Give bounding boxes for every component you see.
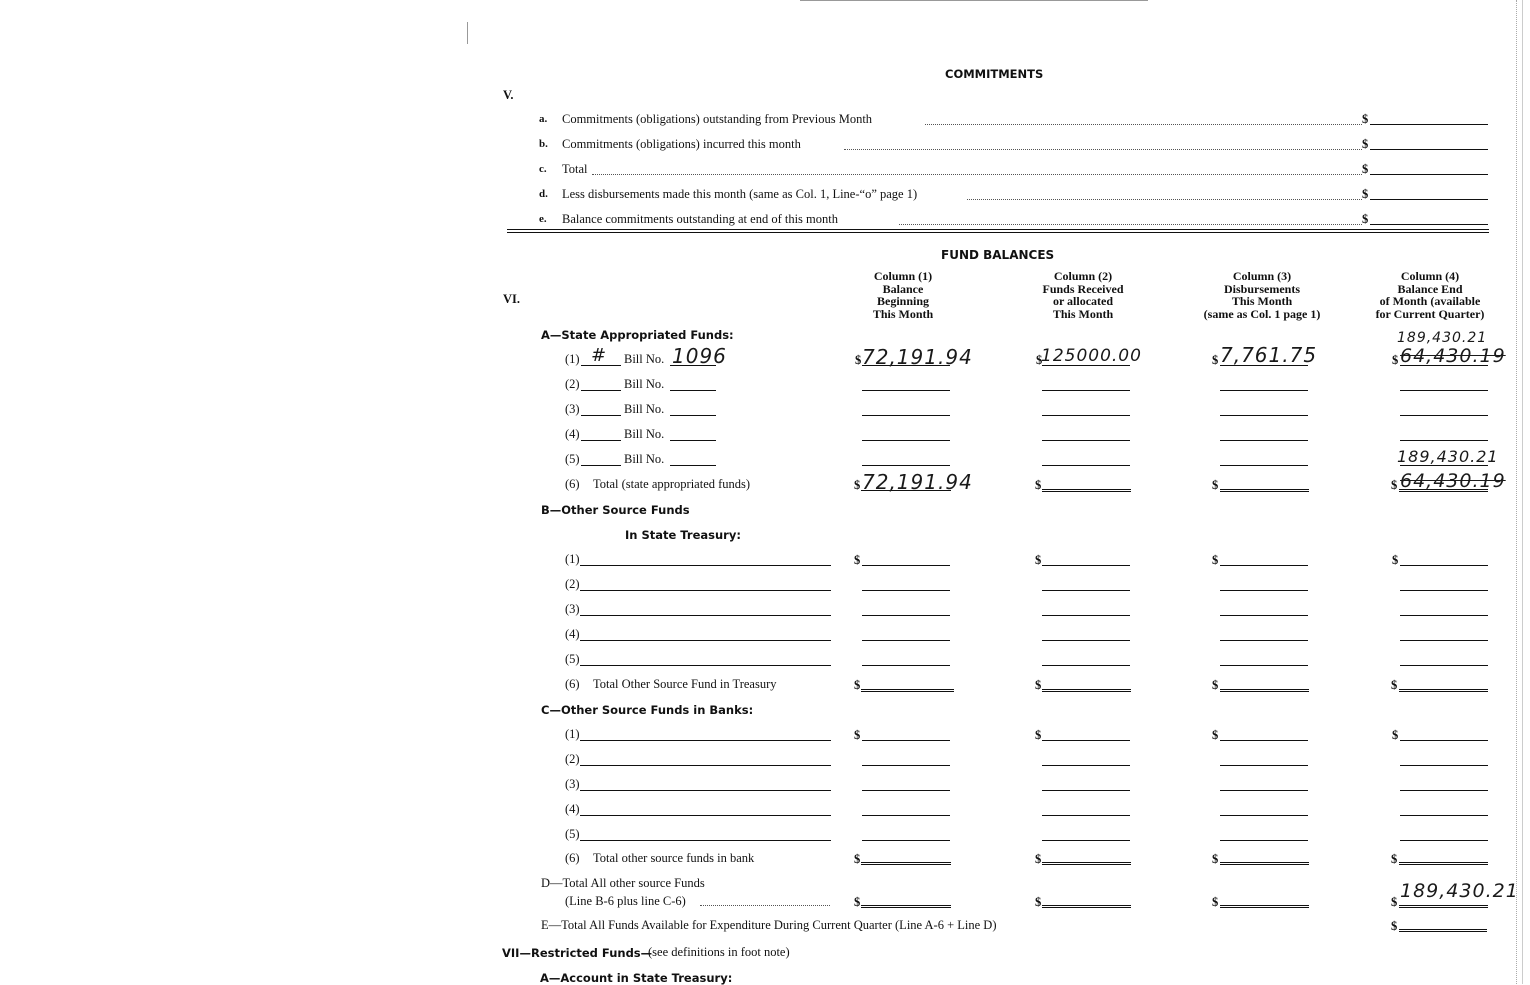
- b1-description-field[interactable]: [580, 565, 831, 566]
- a3-col1-field[interactable]: [862, 415, 950, 416]
- c1-col4-field[interactable]: [1400, 740, 1488, 741]
- a3-col3-field[interactable]: [1220, 415, 1308, 416]
- section-vi-numeral: VI.: [503, 292, 521, 306]
- scan-fold-line: [1516, 0, 1517, 984]
- c2-col1-field[interactable]: [862, 765, 950, 766]
- handwritten-a1-col4-correction: 189,430.21: [1397, 330, 1488, 346]
- a2-col4-field[interactable]: [1400, 390, 1488, 391]
- a2-col2-field[interactable]: [1042, 390, 1130, 391]
- b5-col4-field[interactable]: [1400, 665, 1488, 666]
- a2-col3-field[interactable]: [1220, 390, 1308, 391]
- section-v-numeral: V.: [503, 88, 514, 102]
- c3-col4-field[interactable]: [1400, 790, 1488, 791]
- b3-description-field[interactable]: [580, 615, 831, 616]
- c1-col1-field[interactable]: [862, 740, 950, 741]
- c2-col2-field[interactable]: [1042, 765, 1130, 766]
- scan-edge: [800, 0, 1148, 1]
- c1-col2-field[interactable]: [1042, 740, 1130, 741]
- commitment-a-field[interactable]: [1370, 124, 1488, 125]
- column-2-header: Column (2) Funds Received or allocated This Month: [1042, 269, 1124, 321]
- b6-col4-field[interactable]: [1399, 689, 1488, 692]
- a6-col2-field[interactable]: [1042, 489, 1131, 492]
- b1-col1-field[interactable]: [862, 565, 950, 566]
- c4-description-field[interactable]: [580, 815, 831, 816]
- b5-col2-field[interactable]: [1042, 665, 1130, 666]
- c2-col3-field[interactable]: [1220, 765, 1308, 766]
- c2-description-field[interactable]: [580, 765, 831, 766]
- banks-heading: C—Other Source Funds in Banks:: [541, 703, 754, 717]
- d-col4-field[interactable]: [1399, 905, 1488, 908]
- c1-col3-field[interactable]: [1220, 740, 1308, 741]
- c5-col4-field[interactable]: [1400, 840, 1488, 841]
- b3-col2-field[interactable]: [1042, 615, 1130, 616]
- b2-col2-field[interactable]: [1042, 590, 1130, 591]
- b3-col1-field[interactable]: [862, 615, 950, 616]
- c4-col3-field[interactable]: [1220, 815, 1308, 816]
- b1-col4-field[interactable]: [1400, 565, 1488, 566]
- c5-col1-field[interactable]: [862, 840, 950, 841]
- scan-edge-line: [1522, 0, 1523, 984]
- d-col3-field[interactable]: [1220, 905, 1309, 908]
- c5-description-field[interactable]: [580, 840, 831, 841]
- column-4-header: Column (4) Balance End of Month (available for Current Quarter): [1375, 269, 1485, 321]
- section-divider: [507, 229, 1489, 230]
- in-state-treasury-subheading: In State Treasury:: [625, 528, 741, 542]
- a4-col4-field[interactable]: [1400, 440, 1488, 441]
- c4-col2-field[interactable]: [1042, 815, 1130, 816]
- b5-description-field[interactable]: [580, 665, 831, 666]
- b6-col3-field[interactable]: [1220, 689, 1309, 692]
- handwritten-a1-col3: 7,761.75: [1220, 343, 1318, 367]
- column-1-header: Column (1) Balance Beginning This Month: [872, 269, 934, 321]
- scan-mark: [467, 22, 468, 44]
- c6-col4-field[interactable]: [1399, 862, 1488, 865]
- state-treasury-account-heading: A—Account in State Treasury:: [540, 971, 733, 985]
- a5-col3-field[interactable]: [1220, 465, 1308, 466]
- handwritten-a1-prefix: #: [591, 345, 608, 366]
- handwritten-a1-col1: 72,191.94: [862, 345, 973, 369]
- commitments-title: COMMITMENTS: [945, 67, 1044, 81]
- fund-balances-title: FUND BALANCES: [941, 248, 1055, 262]
- other-source-heading: B—Other Source Funds: [541, 503, 690, 517]
- c3-col3-field[interactable]: [1220, 790, 1308, 791]
- handwritten-a6-col1: 72,191.94: [862, 470, 973, 494]
- handwritten-a1-col2: 125000.00: [1041, 346, 1142, 366]
- d-col2-field[interactable]: [1042, 905, 1131, 908]
- c3-col1-field[interactable]: [862, 790, 950, 791]
- b4-col4-field[interactable]: [1400, 640, 1488, 641]
- b2-col4-field[interactable]: [1400, 590, 1488, 591]
- a3-col4-field[interactable]: [1400, 415, 1488, 416]
- d-col1-field[interactable]: [861, 905, 951, 908]
- c6-col3-field[interactable]: [1220, 862, 1309, 865]
- handwritten-a5-col4: 189,430.21: [1397, 447, 1499, 466]
- e-col4-field[interactable]: [1399, 929, 1487, 932]
- b2-col1-field[interactable]: [862, 590, 950, 591]
- b4-col1-field[interactable]: [862, 640, 950, 641]
- commitment-d-field[interactable]: [1370, 199, 1488, 200]
- c3-description-field[interactable]: [580, 790, 831, 791]
- b6-col1-field[interactable]: [861, 689, 954, 692]
- b4-description-field[interactable]: [580, 640, 831, 641]
- a3-col2-field[interactable]: [1042, 415, 1130, 416]
- a5-col2-field[interactable]: [1042, 465, 1130, 466]
- c1-description-field[interactable]: [580, 740, 831, 741]
- b1-col3-field[interactable]: [1220, 565, 1308, 566]
- a4-col1-field[interactable]: [862, 440, 950, 441]
- c5-col3-field[interactable]: [1220, 840, 1308, 841]
- b4-col3-field[interactable]: [1220, 640, 1308, 641]
- commitment-b-field[interactable]: [1370, 149, 1488, 150]
- c4-col4-field[interactable]: [1400, 815, 1488, 816]
- handwritten-a1-col4-struck: 64,430.19: [1400, 345, 1506, 367]
- b1-col2-field[interactable]: [1042, 565, 1130, 566]
- b3-col3-field[interactable]: [1220, 615, 1308, 616]
- column-3-header: Column (3) Disbursements This Month (same as Col. 1 page 1): [1203, 269, 1321, 321]
- a5-col1-field[interactable]: [862, 465, 950, 466]
- b2-col3-field[interactable]: [1220, 590, 1308, 591]
- c3-col2-field[interactable]: [1042, 790, 1130, 791]
- c6-col2-field[interactable]: [1042, 862, 1131, 865]
- handwritten-a1-bill: 1096: [672, 344, 727, 368]
- commitment-c-field[interactable]: [1370, 174, 1488, 175]
- a4-col3-field[interactable]: [1220, 440, 1308, 441]
- a2-col1-field[interactable]: [862, 390, 950, 391]
- b3-col4-field[interactable]: [1400, 615, 1488, 616]
- b2-description-field[interactable]: [580, 590, 831, 591]
- handwritten-a6-col4-struck: 64,430.19: [1400, 470, 1506, 492]
- b4-col2-field[interactable]: [1042, 640, 1130, 641]
- a6-col3-field[interactable]: [1220, 489, 1309, 492]
- state-appropriated-heading: A—State Appropriated Funds:: [541, 328, 734, 342]
- c4-col1-field[interactable]: [862, 815, 950, 816]
- commitment-e-field[interactable]: [1370, 224, 1488, 225]
- b5-col3-field[interactable]: [1220, 665, 1308, 666]
- c6-col1-field[interactable]: [861, 862, 951, 865]
- b5-col1-field[interactable]: [862, 665, 950, 666]
- handwritten-d-col4: 189,430.21: [1400, 880, 1519, 902]
- c2-col4-field[interactable]: [1400, 765, 1488, 766]
- c5-col2-field[interactable]: [1042, 840, 1130, 841]
- a4-col2-field[interactable]: [1042, 440, 1130, 441]
- b6-col2-field[interactable]: [1042, 689, 1131, 692]
